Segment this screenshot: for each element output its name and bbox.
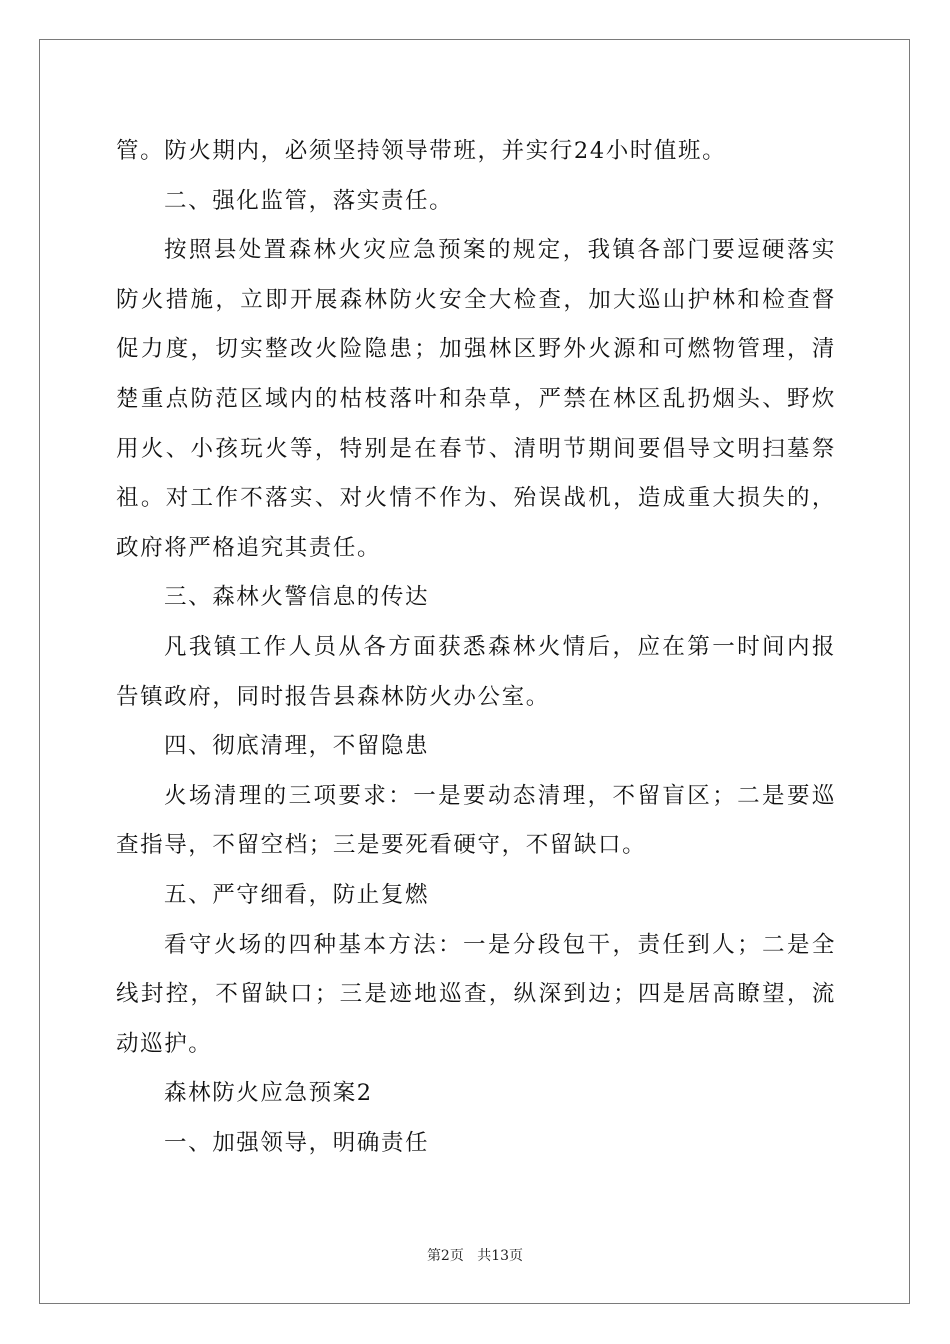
page-footer <box>0 1246 950 1266</box>
section-heading: 四、彻底清理，不留隐患 <box>164 733 430 760</box>
paragraph: 火场清理的三项要求：一是要动态清理，不留盲区；二是要巡查指导，不留空档；三是要死看硬守，不留缺口。 <box>116 782 836 859</box>
page-number: 第2页 <box>426 1248 464 1264</box>
document-body <box>116 127 836 1168</box>
section-heading: 二、强化监管，落实责任。 <box>164 187 454 214</box>
page-total: 共13页 <box>477 1248 524 1264</box>
paragraph: 按照县处置森林火灾应急预案的规定，我镇各部门要逗硬落实防火措施，立即开展森林防火安全大检查，加大巡山护林和检查督促力度，切实整改火险隐患；加强林区野外火源和可燃物管理，清楚重点防范区域内的枯枝落叶和杂草，严禁在林区乱扔烟头、野炊用火、小孩玩火等，特别是在春节、清明节期间要倡导文明扫墓祭祖。对工作不落实、对火情不作为、殆误战机，造成重大损失的，政府将严格追究其责任。 <box>116 237 836 561</box>
paragraph: 看守火场的四种基本方法：一是分段包干，责任到人；二是全线封控，不留缺口；三是迹地巡查，纵深到边；四是居高瞭望，流动巡护。 <box>116 931 836 1057</box>
section-heading: 一、加强领导，明确责任 <box>164 1129 430 1156</box>
section-heading: 三、森林火警信息的传达 <box>164 584 430 611</box>
section-heading: 五、严守细看，防止复燃 <box>164 881 430 908</box>
paragraph: 管。防火期内，必须坚持领导带班，并实行24小时值班。 <box>116 138 727 164</box>
paragraph: 凡我镇工作人员从各方面获悉森林火情后，应在第一时间内报告镇政府，同时报告县森林防火办公室。 <box>116 633 836 710</box>
document-subtitle: 森林防火应急预案2 <box>164 1080 373 1107</box>
